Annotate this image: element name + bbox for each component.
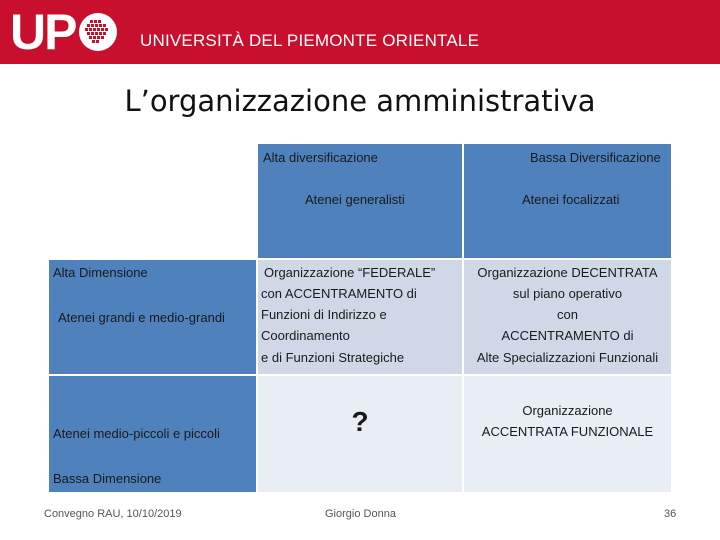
cell-line: Organizzazione DECENTRATA (477, 265, 658, 280)
organization-matrix (48, 143, 672, 493)
cell-federal-organization (257, 259, 463, 375)
cell-line: ACCENTRATA FUNZIONALE (481, 424, 654, 439)
footer-event: Convegno RAU, 10/10/2019 (44, 508, 182, 520)
cell-unknown-organization (257, 375, 463, 493)
footer-page-number: 36 (664, 508, 677, 520)
cell-line: Organizzazione (522, 403, 613, 418)
cell-line: Coordinamento (261, 328, 350, 343)
university-name: UNIVERSITÀ DEL PIEMONTE ORIENTALE (140, 31, 480, 50)
column-header-high-diversification (257, 143, 463, 259)
logo-seal-icon (77, 11, 119, 53)
cell-line: con (557, 307, 578, 322)
column-header-heading: Bassa Diversificazione (530, 150, 661, 165)
cell-line: Organizzazione “FEDERALE” (264, 265, 436, 280)
cell-line: sul piano operativo (512, 286, 623, 301)
question-mark: ? (351, 406, 369, 437)
logo-text: UP (10, 4, 76, 60)
footer-author: Giorgio Donna (325, 508, 396, 520)
cell-line: ACCENTRAMENTO di (501, 328, 634, 343)
column-header-low-diversification (463, 143, 672, 259)
cell-line: e di Funzioni Strategiche (261, 350, 405, 365)
column-header-subheading: Atenei generalisti (305, 192, 405, 207)
cell-line: con ACCENTRAMENTO di (261, 286, 417, 301)
row-header-low-dimension (48, 375, 257, 493)
row-header-high-dimension (48, 259, 257, 375)
page-title: L’organizzazione amministrativa (124, 84, 596, 118)
column-header-heading: Alta diversificazione (263, 150, 378, 165)
cell-line: Alte Specializzazioni Funzionali (476, 350, 659, 365)
cell-line: Funzioni di Indirizzo e (261, 307, 387, 322)
cell-decentralized-organization (463, 259, 672, 375)
university-logo (10, 5, 119, 59)
row-header-subheading: Atenei grandi e medio-grandi (58, 310, 225, 325)
row-header-heading: Bassa Dimensione (53, 471, 162, 486)
column-header-subheading: Atenei focalizzati (522, 192, 620, 207)
row-header-subheading: Atenei medio-piccoli e piccoli (53, 426, 220, 441)
row-header-heading: Alta Dimensione (53, 265, 148, 280)
header-banner (0, 0, 720, 64)
cell-centralized-functional-organization (463, 375, 672, 493)
